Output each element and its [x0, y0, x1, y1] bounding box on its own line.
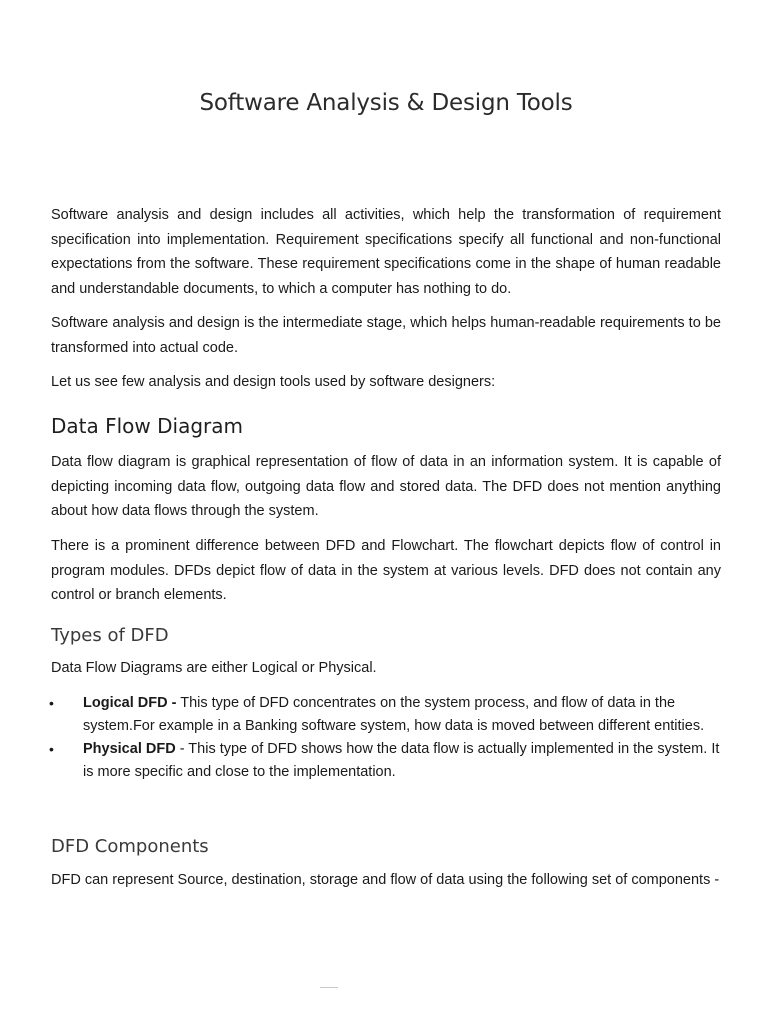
page-title: Software Analysis & Design Tools	[199, 90, 573, 116]
list-item-text: This type of DFD concentrates on the system process, and flow of data in the system.For example in a Banking software system, how data is moved between different entities.	[83, 695, 705, 734]
list-item	[51, 738, 721, 784]
types-intro: Data Flow Diagrams are either Logical or Physical.	[51, 660, 377, 676]
dfd-paragraph-1: Data flow diagram is graphical representation of flow of data in an information system. It is capable of depicting incoming data flow, outgoing data flow and stored data. The DFD does not mention anything about how data flows through the system.	[51, 454, 721, 519]
page-footer-mark	[320, 987, 338, 988]
section-heading-dfd: Data Flow Diagram	[51, 414, 243, 438]
list-item-term: Logical DFD -	[83, 695, 177, 711]
dfd-paragraph-2: There is a prominent difference between DFD and Flowchart. The flowchart depicts flow of control in program modules. DFDs depict flow of data in the system at various levels. DFD does not contain any control or branch elements.	[51, 538, 721, 603]
list-item-text: - This type of DFD shows how the data flow is actually implemented in the system. It is more specific and close to the implementation.	[83, 741, 720, 780]
list-item-term: Physical DFD	[83, 741, 176, 757]
section-heading-types: Types of DFD	[51, 625, 169, 646]
section-heading-components: DFD Components	[51, 836, 209, 857]
intro-paragraph-1: Software analysis and design includes all activities, which help the transformation of requirement specification into implementation. Requirement specifications specify all functional and non-functional expectations from the software. These requirement specifications come in the shape of human readable and understandable documents, to which a computer has nothing to do.	[51, 207, 721, 297]
bullet-icon: •	[49, 695, 54, 711]
types-list	[51, 692, 721, 784]
intro-paragraph-2: Software analysis and design is the intermediate stage, which helps human-readable requirements to be transformed into actual code.	[51, 315, 721, 356]
components-intro: DFD can represent Source, destination, storage and flow of data using the following set of components -	[51, 872, 720, 888]
bullet-icon: •	[49, 741, 54, 757]
list-item	[51, 692, 721, 738]
intro-paragraph-3: Let us see few analysis and design tools used by software designers:	[51, 374, 496, 390]
